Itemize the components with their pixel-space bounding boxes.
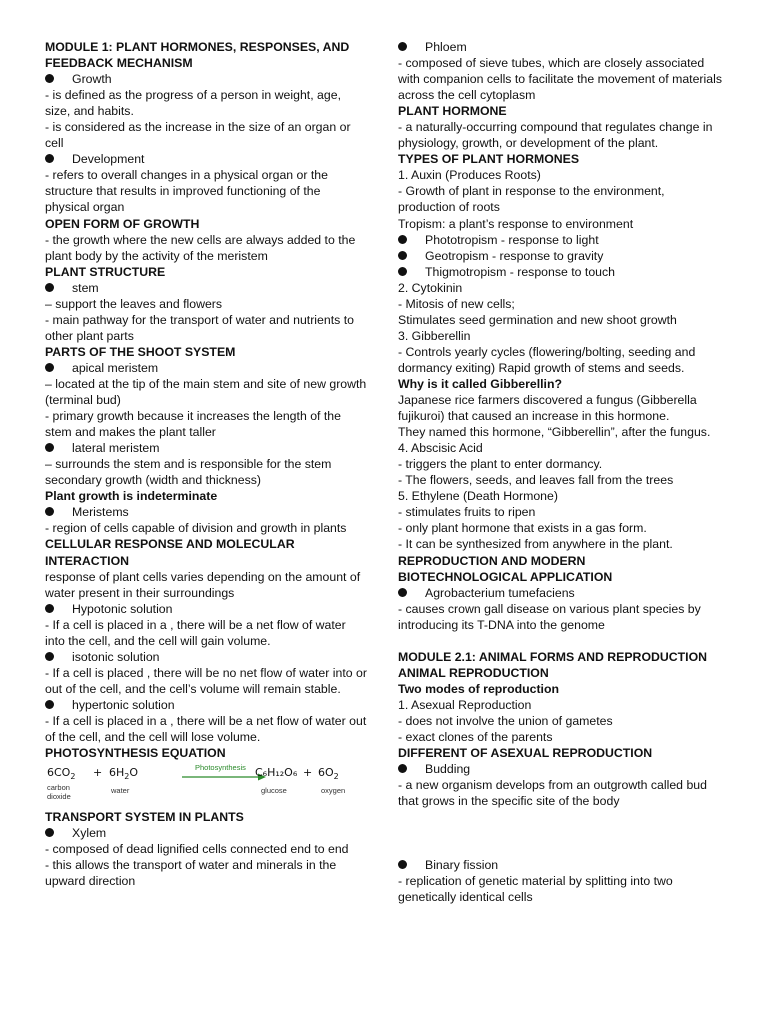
bullet-icon xyxy=(45,828,54,837)
meristems-label: Meristems xyxy=(72,505,129,520)
lateral-def: – surrounds the stem and is responsible for the stem secondary growth (width and thickness) xyxy=(45,457,332,488)
bullet-icon xyxy=(45,604,54,613)
abscisic-item: 4. Abscisic Acid xyxy=(398,441,483,456)
budding-label: Budding xyxy=(425,762,471,777)
cytokinin-def-2: Stimulates seed germination and new shoot growth xyxy=(398,312,677,327)
shoot-heading: PARTS OF THE SHOOT SYSTEM xyxy=(45,344,236,359)
gibberellin-def: - Controls yearly cycles (flowering/bolting, seeding and dormancy exiting) Rapid growth of stems and seeds. xyxy=(398,344,696,375)
reproduction-heading-line1: REPRODUCTION AND MODERN xyxy=(398,553,586,568)
auxin-item: 1. Auxin (Produces Roots) xyxy=(398,168,541,183)
bullet-lateral xyxy=(45,440,367,456)
water-label: water xyxy=(111,786,130,796)
o2-text: 6O xyxy=(318,766,334,780)
stem-label: stem xyxy=(72,280,99,295)
isotonic-def: - If a cell is placed , there will be no net flow of water into or out of the cell, and the cell’s volume will remain stable. xyxy=(45,665,367,696)
xylem-def-1: - composed of dead lignified cells connected end to end xyxy=(45,842,349,857)
reaction-arrow-icon xyxy=(182,772,266,782)
hypertonic-label: hypertonic solution xyxy=(72,697,175,712)
auxin-def: - Growth of plant in response to the environment, production of roots xyxy=(398,184,665,215)
different-asexual-heading: DIFFERENT OF ASEXUAL REPRODUCTION xyxy=(398,746,653,761)
cellular-heading-line2: INTERACTION xyxy=(45,553,130,568)
plant-hormone-heading: PLANT HORMONE xyxy=(398,104,507,119)
stem-def-1: – support the leaves and flowers xyxy=(45,296,223,311)
bullet-icon xyxy=(45,154,54,163)
module2-title: MODULE 2.1: ANIMAL FORMS AND REPRODUCTION xyxy=(398,649,708,664)
ethylene-def-2: - only plant hormone that exists in a gas form. xyxy=(398,521,647,536)
ethylene-item: 5. Ethylene (Death Hormone) xyxy=(398,489,558,504)
bullet-isotonic xyxy=(45,649,367,665)
types-heading: TYPES OF PLANT HORMONES xyxy=(398,152,580,167)
indeterminate-heading: Plant growth is indeterminate xyxy=(45,489,218,504)
asexual-def-2: - exact clones of the parents xyxy=(398,729,553,744)
meristems-def: - region of cells capable of division and growth in plants xyxy=(45,521,347,536)
co2-label-line1: carbon xyxy=(47,783,70,793)
two-modes-heading: Two modes of reproduction xyxy=(398,681,559,696)
hypertonic-def: - If a cell is placed in a , there will be a net flow of water out of the cell, and the cell will lose volume. xyxy=(45,713,367,745)
glucose-formula: C₆H₁₂O₆ xyxy=(255,766,298,780)
growth-def-2: - is considered as the increase in the size of an organ or cell xyxy=(45,120,351,151)
co2-subscript: 2 xyxy=(70,772,76,782)
ethylene-def-1: - stimulates fruits to ripen xyxy=(398,505,536,520)
open-form-heading: OPEN FORM OF GROWTH xyxy=(45,216,200,231)
bullet-xylem xyxy=(45,825,367,841)
bullet-thigmotropism xyxy=(398,264,725,280)
left-column xyxy=(45,39,367,889)
xylem-def-2: - this allows the transport of water and minerals in the upward direction xyxy=(45,858,337,889)
bullet-meristems xyxy=(45,504,367,520)
spacer xyxy=(398,633,725,649)
bullet-icon xyxy=(45,652,54,661)
lateral-label: lateral meristem xyxy=(72,441,160,456)
bullet-icon xyxy=(45,700,54,709)
bullet-icon xyxy=(398,251,407,260)
geotropism-label: Geotropism - response to gravity xyxy=(425,248,604,263)
cellular-def: response of plant cells varies depending on the amount of water present in their surroundings xyxy=(45,569,361,600)
co2-label xyxy=(47,783,71,801)
module1-title xyxy=(45,39,367,71)
phloem-def: - composed of sieve tubes, which are closely associated with companion cells to facilitate the movement of materials across the cell cytoplasm xyxy=(398,56,722,103)
why-gibberellin-heading: Why is it called Gibberellin? xyxy=(398,376,562,391)
thigmotropism-label: Thigmotropism - response to touch xyxy=(425,264,616,279)
bullet-apical xyxy=(45,360,367,376)
bullet-phototropism xyxy=(398,232,725,248)
why-gibberellin-def-2: They named this hormone, “Gibberellin”, after the fungus. xyxy=(398,425,711,440)
bullet-hypertonic xyxy=(45,697,367,713)
stem-def-2: - main pathway for the transport of water and nutrients to other plant parts xyxy=(45,312,354,343)
growth-def-1: - is defined as the progress of a person in weight, age, size, and habits. xyxy=(45,88,341,119)
development-def: - refers to overall changes in a physical organ or the structure that results in improved functioning of the physical organ xyxy=(45,168,328,215)
h2o-text: 6H xyxy=(109,766,125,780)
phloem-label: Phloem xyxy=(425,40,467,54)
bullet-growth xyxy=(45,71,367,87)
cellular-heading xyxy=(45,536,367,568)
asexual-def-1: - does not involve the union of gametes xyxy=(398,713,613,728)
bullet-budding xyxy=(398,761,725,777)
photosynthesis-equation xyxy=(45,763,367,809)
bullet-geotropism xyxy=(398,248,725,264)
co2-label-line2: dioxide xyxy=(47,792,71,802)
asexual-item: 1. Asexual Reproduction xyxy=(398,697,532,712)
reproduction-heading xyxy=(398,553,725,585)
photosynthesis-arrow-label: Photosynthesis xyxy=(195,763,246,773)
tropism-def: Tropism: a plant’s response to environment xyxy=(398,216,634,231)
transport-heading: TRANSPORT SYSTEM IN PLANTS xyxy=(45,810,244,825)
bullet-development xyxy=(45,151,367,167)
apical-label: apical meristem xyxy=(72,360,159,375)
open-form-def: - the growth where the new cells are always added to the plant body by the activity of the meristem xyxy=(45,232,356,263)
bullet-icon xyxy=(398,267,407,276)
oxygen-label: oxygen xyxy=(321,786,346,796)
apical-def-1: – located at the tip of the main stem and site of new growth (terminal bud) xyxy=(45,376,367,408)
phototropism-label: Phototropism - response to light xyxy=(425,232,599,247)
glucose-label: glucose xyxy=(261,786,287,796)
bullet-icon xyxy=(398,588,407,597)
bullet-phloem xyxy=(398,39,725,55)
bullet-agrobacterium xyxy=(398,585,725,601)
plus-sign-2: + xyxy=(303,766,313,780)
bullet-icon xyxy=(398,42,407,51)
photosynthesis-heading: PHOTOSYNTHESIS EQUATION xyxy=(45,746,226,761)
spacer-large xyxy=(398,809,725,857)
h2o-oxygen-text: O xyxy=(129,766,139,780)
gibberellin-item: 3. Gibberellin xyxy=(398,328,471,343)
bullet-icon xyxy=(398,235,407,244)
bullet-binary-fission xyxy=(398,857,725,873)
abscisic-def-2: - The flowers, seeds, and leaves fall from the trees xyxy=(398,473,674,488)
o2-subscript: 2 xyxy=(333,772,339,782)
hypotonic-label: Hypotonic solution xyxy=(72,601,173,616)
agrobacterium-label: Agrobacterium tumefaciens xyxy=(425,585,575,600)
cytokinin-item: 2. Cytokinin xyxy=(398,280,463,295)
isotonic-label: isotonic solution xyxy=(72,649,160,664)
binary-fission-def: - replication of genetic material by splitting into two genetically identical cells xyxy=(398,874,673,905)
bullet-icon xyxy=(398,764,407,773)
budding-def: - a new organism develops from an outgrowth called bud that grows in the specific site of the body xyxy=(398,778,707,809)
plus-sign-1: + xyxy=(93,766,103,780)
module1-title-line1: MODULE 1: PLANT HORMONES, RESPONSES, AND xyxy=(45,40,350,54)
bullet-icon xyxy=(45,74,54,83)
bullet-stem xyxy=(45,280,367,296)
cellular-heading-line1: CELLULAR RESPONSE AND MOLECULAR xyxy=(45,537,295,552)
plant-structure-heading: PLANT STRUCTURE xyxy=(45,264,166,279)
binary-fission-label: Binary fission xyxy=(425,858,499,873)
xylem-label: Xylem xyxy=(72,826,107,841)
agrobacterium-def: - causes crown gall disease on various plant species by introducing its T-DNA into the genome xyxy=(398,601,701,632)
cytokinin-def-1: - Mitosis of new cells; xyxy=(398,296,515,311)
module1-title-line2: FEEDBACK MECHANISM xyxy=(45,56,193,71)
why-gibberellin-def-1: Japanese rice farmers discovered a fungus (Gibberella fujikuroi) that caused an increase in this hormone. xyxy=(398,393,697,424)
bullet-icon xyxy=(45,507,54,516)
bullet-icon xyxy=(45,443,54,452)
bullet-icon xyxy=(45,363,54,372)
animal-reproduction-heading: ANIMAL REPRODUCTION xyxy=(398,665,549,680)
ethylene-def-3: - It can be synthesized from anywhere in the plant. xyxy=(398,537,673,552)
hypotonic-def: - If a cell is placed in a , there will be a net flow of water into the cell, and the cell will gain volume. xyxy=(45,617,346,648)
bullet-hypotonic xyxy=(45,601,367,617)
h2o-subscript: 2 xyxy=(124,772,130,782)
growth-label: Growth xyxy=(72,72,112,87)
bullet-icon xyxy=(398,860,407,869)
co2-text: 6CO xyxy=(47,766,71,780)
reproduction-heading-line2: BIOTECHNOLOGICAL APPLICATION xyxy=(398,569,613,584)
apical-def-2: - primary growth because it increases the length of the stem and makes the plant taller xyxy=(45,409,341,440)
abscisic-def-1: - triggers the plant to enter dormancy. xyxy=(398,457,603,472)
plant-hormone-def: - a naturally-occurring compound that regulates change in physiology, growth, or development of the plant. xyxy=(398,120,713,151)
bullet-icon xyxy=(45,283,54,292)
development-label: Development xyxy=(72,152,145,167)
right-column xyxy=(398,39,725,905)
